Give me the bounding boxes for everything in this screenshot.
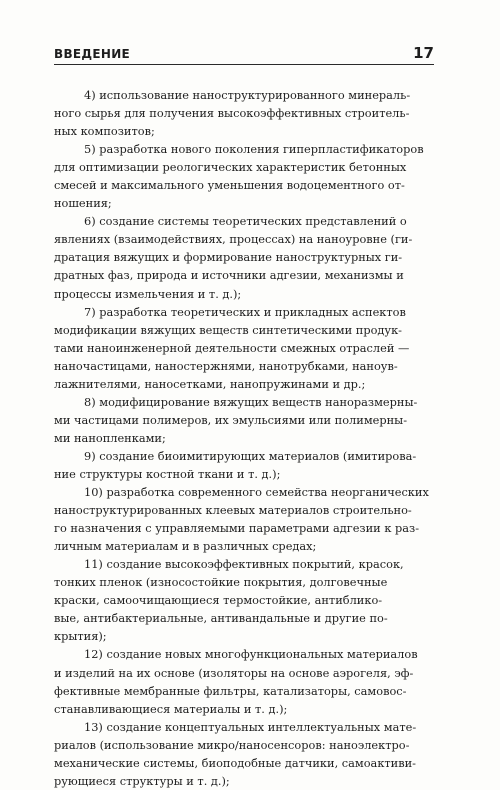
text-line: личным материалам и в различных средах; (54, 539, 317, 554)
text-line: фективные мембранные фильтры, катализаторы, самовос- (54, 683, 407, 698)
list-item-paragraph (54, 303, 434, 393)
text-line: лажнителями, наносетками, нанопружинами и др.; (54, 376, 366, 391)
running-head (54, 44, 434, 62)
text-line: 13) создание концептуальных интеллектуальных мате- (84, 719, 417, 734)
text-line: ми частицами полимеров, их эмульсиями или полимерны- (54, 412, 408, 427)
text-line: ношения; (54, 196, 112, 211)
section-title: ВВЕДЕНИЕ (54, 47, 131, 61)
text-line: механические системы, биоподобные датчики, самоактиви- (54, 755, 417, 770)
text-line: го назначения с управляемыми параметрами адгезии к раз- (54, 521, 420, 536)
text-line: 9) создание биоимитирующих материалов (имитирова- (84, 448, 417, 463)
text-line: 10) разработка современного семейства неорганических (84, 485, 429, 500)
list-item-paragraph (54, 645, 434, 717)
list-item-paragraph (54, 483, 434, 555)
text-line: станавливающиеся материалы и т. д.); (54, 701, 288, 716)
text-line: 6) создание системы теоретических представлений о (84, 214, 407, 229)
header-rule (54, 64, 434, 65)
text-line: 12) создание новых многофункциональных материалов (84, 647, 418, 662)
text-line: дратных фаз, природа и источники адгезии, механизмы и (54, 268, 404, 283)
text-line: ных композитов; (54, 124, 155, 139)
list-item-paragraph (54, 212, 434, 302)
text-line: краски, самоочищающиеся термостойкие, антиблико- (54, 593, 383, 608)
text-line: рующиеся структуры и т. д.); (54, 773, 230, 788)
text-line: 4) использование наноструктурированного минераль- (84, 88, 411, 102)
text-line: 8) модифицирование вяжущих веществ наноразмерны- (84, 394, 418, 409)
list-item-paragraph (54, 140, 434, 212)
list-item-paragraph (54, 555, 434, 645)
list-item-paragraph (54, 393, 434, 447)
text-line: ного сырья для получения высокоэффективных строитель- (54, 106, 410, 121)
text-line: ми нанопленками; (54, 430, 166, 445)
text-line: тами наноинженерной деятельности смежных отраслей — (54, 340, 410, 355)
text-line: дратация вяжущих и формирование наноструктурных ги- (54, 250, 403, 265)
text-line: явлениях (взаимодействиях, процессах) на наноуровне (ги- (54, 232, 413, 247)
text-line: и изделий на их основе (изоляторы на основе аэрогеля, эф- (54, 665, 414, 680)
text-line: ние структуры костной ткани и т. д.); (54, 466, 281, 481)
text-line: вые, антибактериальные, антивандальные и другие по- (54, 611, 388, 626)
text-line: 5) разработка нового поколения гиперпластификаторов (84, 142, 424, 157)
page-number: 17 (413, 44, 434, 62)
text-line: наночастицами, наностержнями, нанотрубками, наноув- (54, 358, 398, 373)
text-line: крытия); (54, 629, 107, 644)
text-line: риалов (использование микро/наносенсоров: наноэлектро- (54, 737, 410, 752)
text-line: 7) разработка теоретических и прикладных аспектов (84, 304, 406, 319)
text-line: 11) создание высокоэффективных покрытий, красок, (84, 557, 404, 572)
text-line: наноструктурированных клеевых материалов строительно- (54, 503, 412, 518)
text-line: процессы измельчения и т. д.); (54, 286, 242, 301)
text-line: модификации вяжущих веществ синтетическими продук- (54, 322, 402, 337)
list-item-paragraph (54, 718, 434, 790)
text-line: для оптимизации реологических характеристик бетонных (54, 160, 407, 175)
body-text (54, 86, 434, 790)
text-line: смесей и максимального уменьшения водоцементного от- (54, 178, 405, 193)
text-line: тонких пленок (износостойкие покрытия, долговечные (54, 575, 388, 590)
list-item-paragraph (54, 447, 434, 483)
list-item-paragraph (54, 86, 434, 140)
